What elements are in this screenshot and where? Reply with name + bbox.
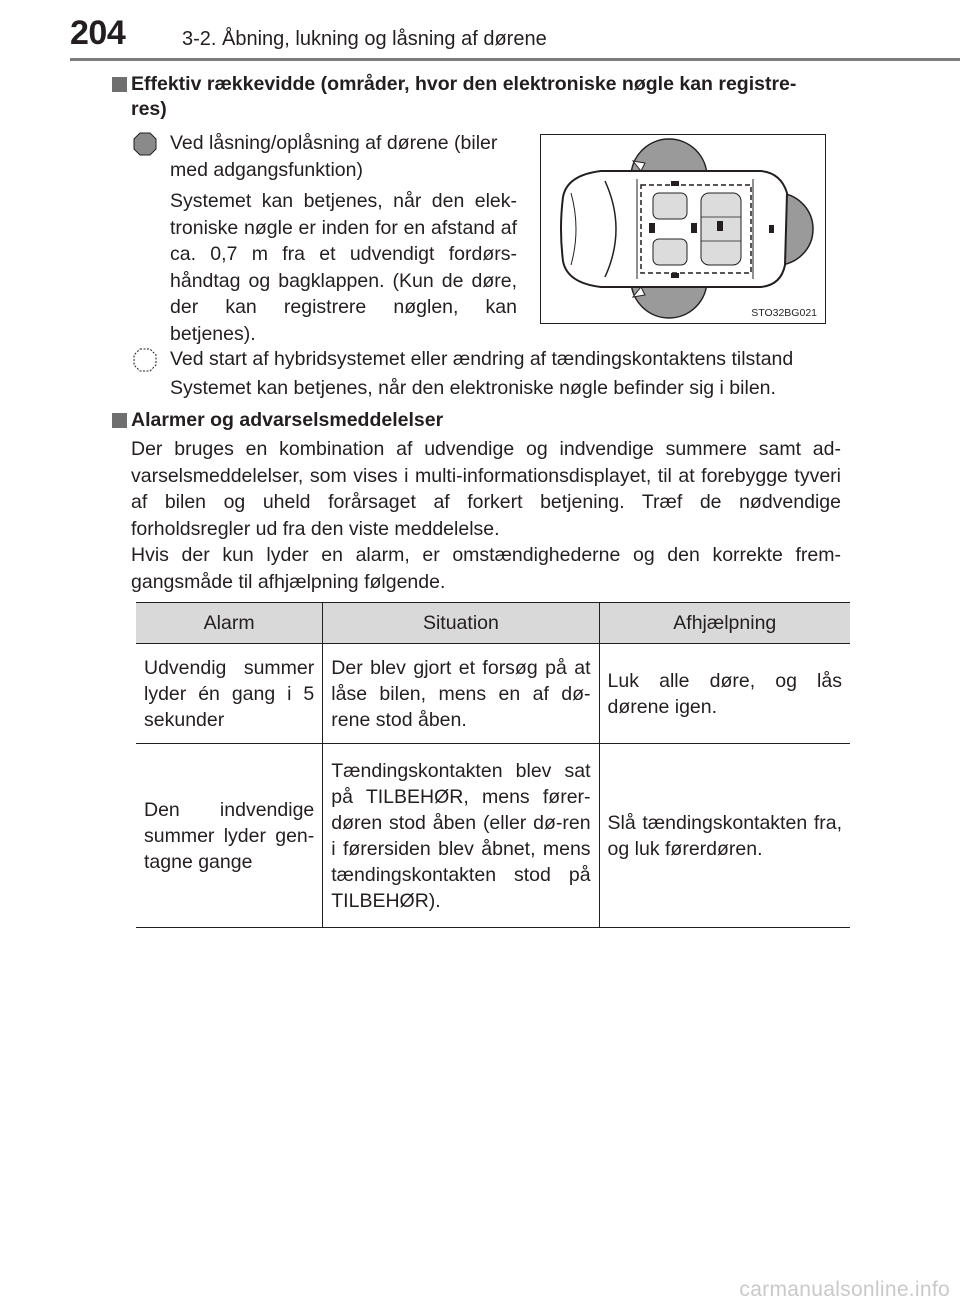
section-title-line: Effektiv rækkevidde (områder, hvor den elektroniske nøgle kan registre- [131, 73, 797, 95]
alarm-table [136, 602, 850, 928]
section-title-range [131, 72, 856, 122]
antenna-marker [671, 273, 679, 278]
table-cell: Den indvendige summer lyder gen-tagne gange [136, 744, 323, 928]
section-title-alarms: Alarmer og advarselsmeddelelser [131, 409, 444, 431]
table-cell: Udvendig summer lyder én gang i 5 sekunder [136, 644, 323, 744]
table-cell: Tændingskontakten blev sat på TILBEHØR, mens fører-døren stod åben (eller dø-ren i førersiden blev åbnet, mens tændingskontakten stod på TILBEHØR). [323, 744, 599, 928]
bullet1-body: Systemet kan betjenes, når den elek-troniske nøgle er inden for en afstand af ca. 0,7 m fra et udvendigt fordørs-håndtag og bagklappen. (Kun de døre, der kan registrere nøglen, kan betjenes). [170, 190, 517, 345]
header-rule [70, 58, 960, 61]
table-header-cell: Alarm [136, 603, 323, 644]
antenna-marker [691, 223, 697, 233]
antenna-marker [717, 221, 723, 231]
bullet2-body: Systemet kan betjenes, når den elektroniske nøgle befinder sig i bilen. [170, 377, 776, 399]
table-header-cell: Situation [323, 603, 599, 644]
table-cell: Slå tændingskontakten fra, og luk førerdøren. [599, 744, 850, 928]
seat-front-right [653, 193, 687, 219]
bullet1-title-line: Ved låsning/oplåsning af dørene (biler [170, 132, 498, 154]
watermark: carmanualsonline.info [739, 1278, 950, 1301]
table-header-row [136, 603, 850, 644]
table-cell: Luk alle døre, og lås dørene igen. [599, 644, 850, 744]
bullet1-title [170, 130, 520, 183]
octagon-bullet-icon [133, 132, 157, 156]
page-number: 204 [70, 14, 126, 52]
page-header [0, 0, 960, 62]
section-title-line: res) [131, 98, 167, 120]
bullet2-title: Ved start af hybridsystemet eller ændring af tændingskontaktens tilstand [170, 348, 794, 370]
table-cell: Der blev gjort et forsøg på at låse bilen, mens en af dø-rene stod åben. [323, 644, 599, 744]
bullet1-title-line: med adgangsfunktion) [170, 158, 363, 181]
antenna-marker [671, 181, 679, 186]
antenna-marker [769, 225, 774, 233]
table-row [136, 644, 850, 744]
alarms-paragraph-2: Hvis der kun lyder en alarm, er omstændighederne og den korrekte frem-gangsmåde til afhjælpning følgende. [131, 544, 841, 593]
alarms-paragraph-1: Der bruges en kombination af udvendige og indvendige summere samt ad-varselsmeddelelser, som vises i multi-informationsdisplayet, til at forebygge tyveri af bilen og uheld forårsaget af forkert betjening. Træf de nødvendige forholdsregler ud fra den viste meddelelse. [131, 438, 841, 540]
figure-code: STO32BG021 [751, 307, 817, 319]
section-square-icon [112, 77, 127, 92]
octagon-bullet-icon [133, 348, 157, 372]
antenna-marker [649, 223, 655, 233]
seat-front-left [653, 239, 687, 265]
section-square-icon [112, 413, 127, 428]
table-row [136, 744, 850, 928]
table-header-cell: Afhjælpning [599, 603, 850, 644]
car-top-view-diagram [541, 135, 824, 322]
chapter-title: 3-2. Åbning, lukning og låsning af dørene [182, 28, 547, 50]
key-range-figure [540, 134, 826, 324]
